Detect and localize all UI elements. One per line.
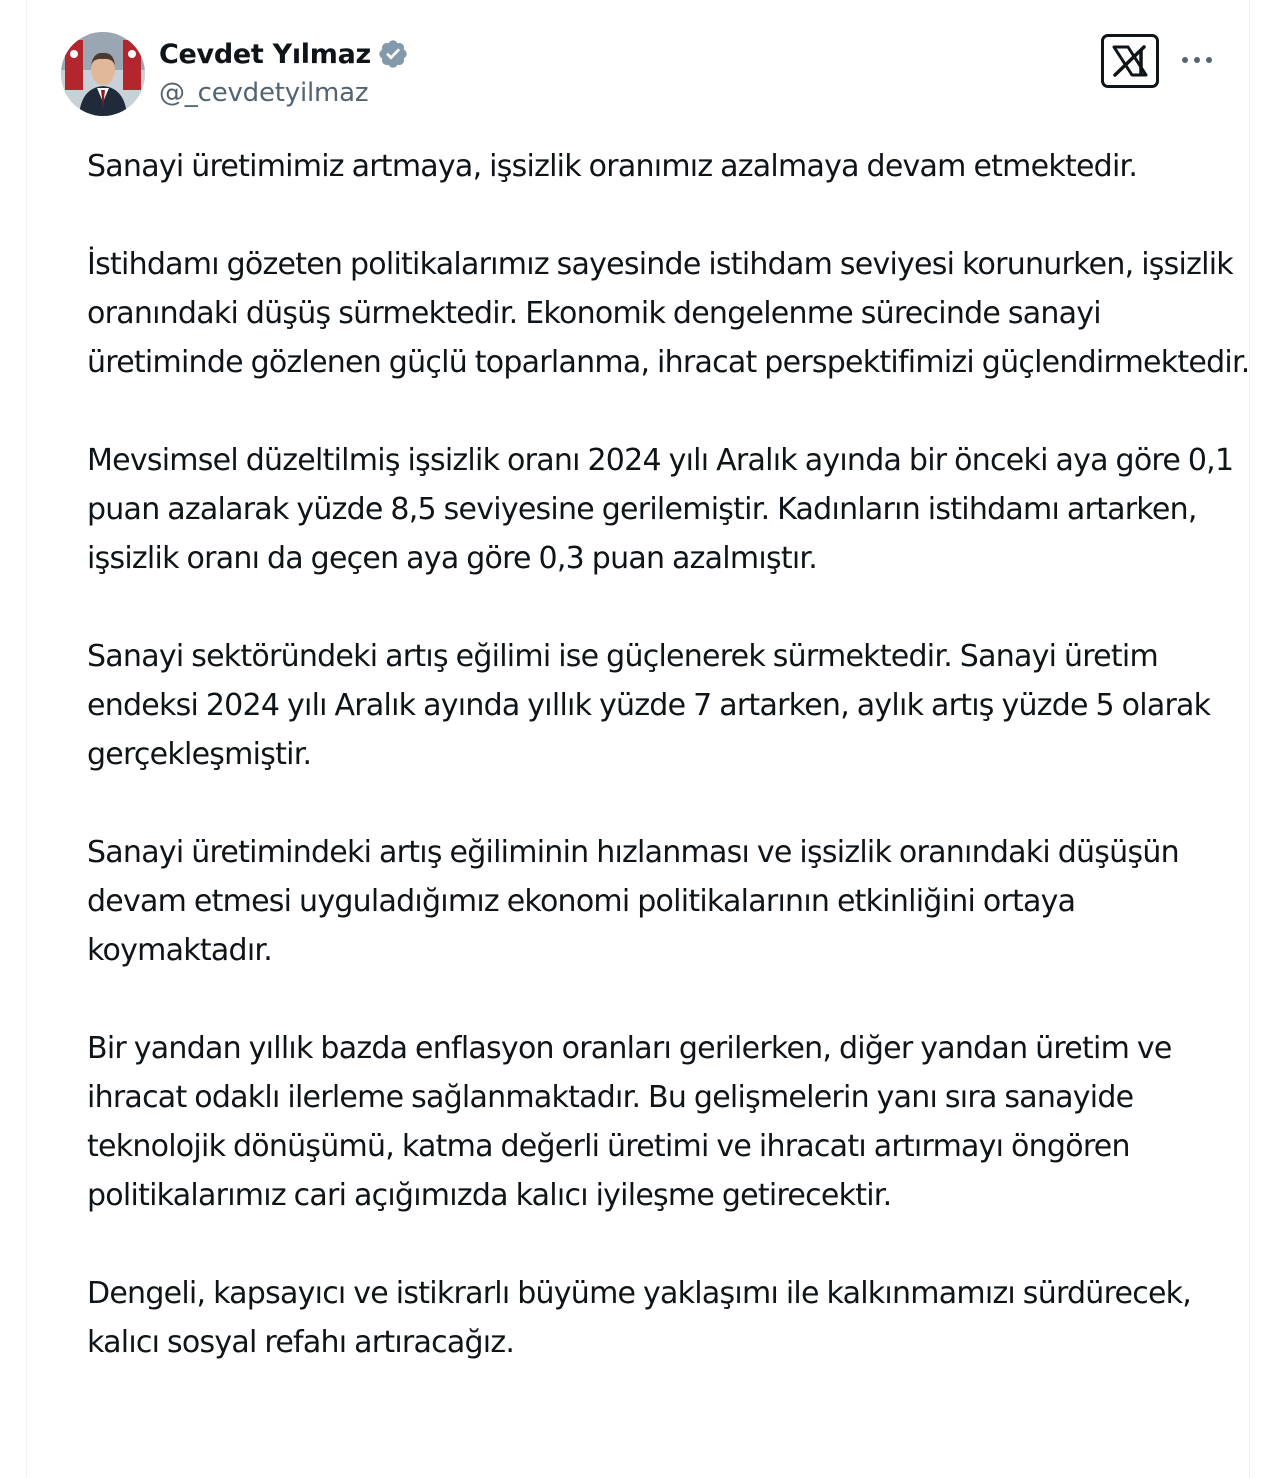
- more-options-icon[interactable]: [1179, 48, 1215, 72]
- verified-badge-icon: [377, 38, 409, 70]
- tweet-header: [61, 30, 1211, 120]
- tweet-text: [87, 142, 1252, 1416]
- tweet-paragraph: Mevsimsel düzeltilmiş işsizlik oranı 2024 yılı Aralık ayında bir önceki aya göre 0,1 puan azalarak yüzde 8,5 seviyesine gerilemiştir. Kadınların istihdamı artarken, işsizlik oranı da geçen aya göre 0,3 puan azalmıştır.: [87, 443, 1234, 576]
- tweet-card: [26, 0, 1250, 1478]
- tweet-paragraph: Bir yandan yıllık bazda enflasyon oranları gerilerken, diğer yandan üretim ve ihracat odaklı ilerleme sağlanmaktadır. Bu gelişmelerin yanı sıra sanayide teknolojik dönüşümü, katma değerli üretimi ve ihracatı artırmayı öngören politikalarımız cari açığımızda kalıcı iyileşme getirecektir.: [87, 1031, 1172, 1213]
- avatar[interactable]: [61, 32, 145, 116]
- tweet-paragraph: İstihdamı gözeten politikalarımız sayesinde istihdam seviyesi korunurken, işsizlik oranındaki düşüş sürmektedir. Ekonomik dengelenme sürecinde sanayi üretiminde gözlenen güçlü toparlanma, ihracat perspektifimizi güçlendirmektedir.: [87, 247, 1250, 380]
- display-name-row: [159, 34, 409, 74]
- author-info: [159, 34, 409, 108]
- tweet-paragraph: Sanayi sektöründeki artış eğilimi ise güçlenerek sürmektedir. Sanayi üretim endeksi 2024 yılı Aralık ayında yıllık yüzde 7 artarken, aylık artış yüzde 5 olarak gerçekleşmiştir.: [87, 639, 1211, 772]
- tweet-paragraph: Dengeli, kapsayıcı ve istikrarlı büyüme yaklaşımı ile kalkınmamızı sürdürecek, kalıcı sosyal refahı artıracağız.: [87, 1276, 1192, 1360]
- tweet-paragraph: Sanayi üretimindeki artış eğiliminin hızlanması ve işsizlik oranındaki düşüşün devam etmesi uyguladığımız ekonomi politikalarının etkinliğini ortaya koymaktadır.: [87, 835, 1179, 968]
- author-handle[interactable]: @_cevdetyilmaz: [159, 78, 369, 108]
- x-logo-icon[interactable]: [1101, 34, 1159, 88]
- tweet-paragraph: Sanayi üretimimiz artmaya, işsizlik oranımız azalmaya devam etmektedir.: [87, 149, 1138, 184]
- display-name[interactable]: Cevdet Yılmaz: [159, 38, 371, 70]
